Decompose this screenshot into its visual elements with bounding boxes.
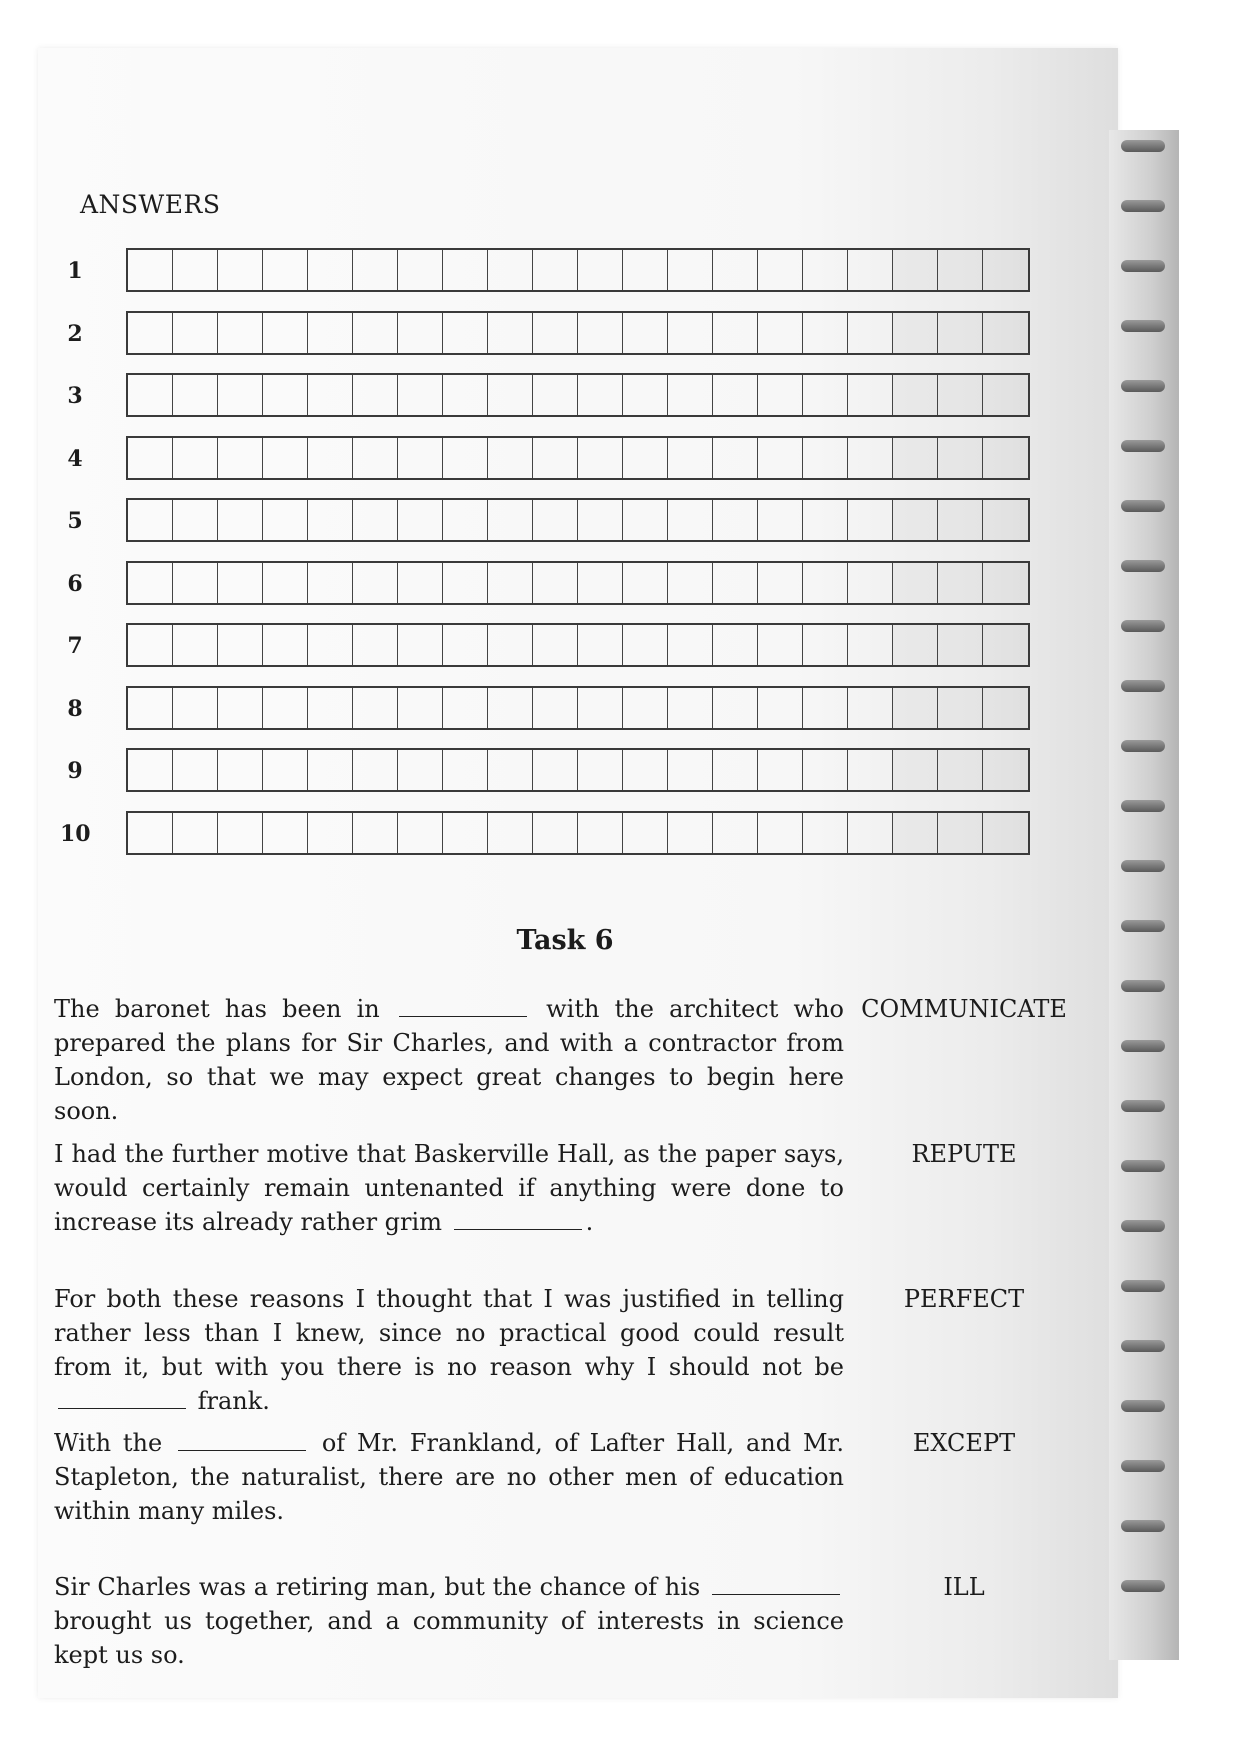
answer-cell[interactable]: [983, 438, 1028, 478]
answer-cell[interactable]: [758, 500, 803, 540]
answer-cell[interactable]: [128, 500, 173, 540]
answer-cell[interactable]: [173, 750, 218, 790]
answer-cell[interactable]: [533, 750, 578, 790]
answer-cell[interactable]: [263, 563, 308, 603]
answer-cell[interactable]: [803, 500, 848, 540]
answer-cell[interactable]: [308, 375, 353, 415]
answer-cell[interactable]: [308, 625, 353, 665]
answer-cell[interactable]: [533, 375, 578, 415]
answer-cells[interactable]: [126, 748, 1030, 792]
gap-blank[interactable]: [399, 992, 527, 1017]
answer-cell[interactable]: [668, 250, 713, 290]
task-item: [54, 1426, 1016, 1528]
answer-cell[interactable]: [578, 750, 623, 790]
answer-cell[interactable]: [443, 500, 488, 540]
answer-cell[interactable]: [893, 625, 938, 665]
answer-cell[interactable]: [218, 625, 263, 665]
task-item: [54, 992, 1067, 1128]
answer-cell[interactable]: [218, 563, 263, 603]
answer-cells[interactable]: [126, 811, 1030, 855]
answer-cell[interactable]: [398, 563, 443, 603]
answer-cell[interactable]: [893, 500, 938, 540]
task-item: [54, 1570, 985, 1672]
answer-cell[interactable]: [398, 688, 443, 728]
answer-cell[interactable]: [668, 438, 713, 478]
answer-cell[interactable]: [938, 750, 983, 790]
answer-cell[interactable]: [983, 250, 1028, 290]
answer-cell[interactable]: [713, 813, 758, 853]
sentence-before: For both these reasons I thought that I was justified in telling rather less than I knew, since no practical good could result from it, but with you there is no reason why I should not be: [54, 1285, 844, 1381]
answer-cell[interactable]: [623, 313, 668, 353]
answer-cell[interactable]: [488, 563, 533, 603]
answer-cell[interactable]: [308, 813, 353, 853]
answer-cell[interactable]: [263, 750, 308, 790]
answer-cell[interactable]: [398, 750, 443, 790]
answer-cell[interactable]: [353, 375, 398, 415]
answer-cell[interactable]: [533, 438, 578, 478]
answer-cell[interactable]: [803, 688, 848, 728]
answer-cell[interactable]: [173, 313, 218, 353]
answer-cell[interactable]: [488, 438, 533, 478]
sentence-before: I had the further motive that Baskerville Hall, as the paper says, would certainly remain untenanted if anything were done to increase its already rather grim: [54, 1140, 844, 1236]
answer-cell[interactable]: [758, 375, 803, 415]
answer-cell[interactable]: [398, 625, 443, 665]
answer-cell[interactable]: [488, 500, 533, 540]
row-number: 8: [67, 695, 83, 722]
answer-cell[interactable]: [938, 438, 983, 478]
answer-cell[interactable]: [893, 250, 938, 290]
answers-title: ANSWERS: [80, 190, 221, 219]
answer-cell[interactable]: [533, 563, 578, 603]
sentence-before: With the: [54, 1429, 163, 1457]
answer-cell[interactable]: [758, 688, 803, 728]
sentence-after: of Mr. Frankland, of Lafter Hall, and Mr. Stapleton, the naturalist, there are no other men of education within many miles.: [54, 1429, 844, 1525]
answer-cell[interactable]: [578, 625, 623, 665]
answer-cell[interactable]: [443, 625, 488, 665]
answer-cell[interactable]: [758, 313, 803, 353]
answer-cell[interactable]: [353, 688, 398, 728]
answer-cell[interactable]: [173, 375, 218, 415]
answer-cell[interactable]: [353, 750, 398, 790]
row-number: 3: [67, 383, 83, 409]
answer-cell[interactable]: [308, 563, 353, 603]
answer-cell[interactable]: [443, 750, 488, 790]
answer-cell[interactable]: [263, 375, 308, 415]
answer-cell[interactable]: [803, 563, 848, 603]
task-item-text: [54, 1137, 844, 1239]
gap-blank[interactable]: [178, 1426, 306, 1451]
answer-cell[interactable]: [983, 688, 1028, 728]
answer-cell[interactable]: [803, 250, 848, 290]
answer-cell[interactable]: [128, 625, 173, 665]
answer-cell[interactable]: [443, 813, 488, 853]
task-item-text: [54, 1426, 844, 1528]
answer-cell[interactable]: [353, 813, 398, 853]
answer-cell[interactable]: [353, 250, 398, 290]
answer-cell[interactable]: [848, 250, 893, 290]
answer-cell[interactable]: [218, 500, 263, 540]
answer-cells[interactable]: [126, 623, 1030, 667]
task-title: Task 6: [516, 925, 614, 956]
answer-cell[interactable]: [983, 625, 1028, 665]
answer-cells[interactable]: [126, 373, 1030, 417]
sentence-after: .: [585, 1208, 594, 1236]
answer-cell[interactable]: [443, 375, 488, 415]
answer-cell[interactable]: [263, 688, 308, 728]
answer-cell[interactable]: [713, 313, 758, 353]
answer-cell[interactable]: [803, 750, 848, 790]
answer-cell[interactable]: [713, 250, 758, 290]
answer-cell[interactable]: [173, 688, 218, 728]
answer-cell[interactable]: [578, 688, 623, 728]
answer-cell[interactable]: [533, 500, 578, 540]
answer-cell[interactable]: [533, 625, 578, 665]
base-word: REPUTE: [911, 1140, 1017, 1168]
answer-cell[interactable]: [848, 688, 893, 728]
answer-cell[interactable]: [848, 563, 893, 603]
answer-cell[interactable]: [668, 688, 713, 728]
answer-cell[interactable]: [713, 563, 758, 603]
answer-cell[interactable]: [578, 438, 623, 478]
answer-cell[interactable]: [488, 375, 533, 415]
base-word: COMMUNICATE: [861, 995, 1067, 1023]
answer-cell[interactable]: [398, 250, 443, 290]
answer-cell[interactable]: [218, 313, 263, 353]
task-item-text: [54, 1570, 844, 1672]
answer-cell[interactable]: [623, 500, 668, 540]
spiral-binding: [1109, 130, 1179, 1660]
answer-cell[interactable]: [848, 813, 893, 853]
base-word: EXCEPT: [912, 1429, 1016, 1457]
answer-cell[interactable]: [128, 313, 173, 353]
answer-cell[interactable]: [668, 813, 713, 853]
answer-cell[interactable]: [488, 313, 533, 353]
answer-cell[interactable]: [263, 813, 308, 853]
answer-cell[interactable]: [713, 438, 758, 478]
answer-cell[interactable]: [848, 438, 893, 478]
answer-cell[interactable]: [488, 625, 533, 665]
answer-cell[interactable]: [893, 563, 938, 603]
task-item-text: [54, 1282, 844, 1418]
answer-cell[interactable]: [668, 313, 713, 353]
answer-cell[interactable]: [713, 625, 758, 665]
answer-cell[interactable]: [623, 375, 668, 415]
answer-cell[interactable]: [173, 563, 218, 603]
sentence-before: The baronet has been in: [54, 995, 380, 1023]
answer-cell[interactable]: [173, 250, 218, 290]
answer-cell[interactable]: [713, 688, 758, 728]
answer-cell[interactable]: [623, 750, 668, 790]
answer-cell[interactable]: [758, 250, 803, 290]
answer-cell[interactable]: [713, 500, 758, 540]
answer-cell[interactable]: [893, 438, 938, 478]
answer-cell[interactable]: [668, 750, 713, 790]
answer-cell[interactable]: [488, 813, 533, 853]
answer-cell[interactable]: [488, 750, 533, 790]
answer-cell[interactable]: [443, 438, 488, 478]
answer-cell[interactable]: [983, 750, 1028, 790]
answer-cell[interactable]: [263, 313, 308, 353]
answer-cell[interactable]: [353, 500, 398, 540]
answer-cell[interactable]: [488, 688, 533, 728]
answer-cell[interactable]: [263, 250, 308, 290]
answer-cells[interactable]: [126, 498, 1030, 542]
answer-cell[interactable]: [398, 813, 443, 853]
answer-cells[interactable]: [126, 248, 1030, 292]
answer-cell[interactable]: [443, 250, 488, 290]
answer-cell[interactable]: [128, 375, 173, 415]
answer-cell[interactable]: [983, 375, 1028, 415]
answer-cell[interactable]: [848, 750, 893, 790]
answer-cell[interactable]: [668, 375, 713, 415]
task-item: [54, 1137, 1017, 1239]
answer-cell[interactable]: [938, 813, 983, 853]
base-word: ILL: [943, 1573, 985, 1601]
answer-cell[interactable]: [983, 500, 1028, 540]
sentence-before: Sir Charles was a retiring man, but the chance of his: [54, 1573, 701, 1601]
answer-cell[interactable]: [848, 313, 893, 353]
answer-cell[interactable]: [803, 625, 848, 665]
answer-cell[interactable]: [128, 563, 173, 603]
answer-cell[interactable]: [173, 438, 218, 478]
answer-cell[interactable]: [803, 313, 848, 353]
answer-cell[interactable]: [263, 500, 308, 540]
gap-blank[interactable]: [712, 1570, 840, 1595]
base-word: PERFECT: [903, 1285, 1025, 1313]
sentence-after: frank.: [197, 1387, 270, 1415]
task-item: [54, 1282, 1025, 1418]
answer-cells[interactable]: [126, 561, 1030, 605]
answer-cell[interactable]: [578, 500, 623, 540]
answer-cell[interactable]: [353, 625, 398, 665]
answer-cell[interactable]: [578, 250, 623, 290]
answer-cell[interactable]: [353, 438, 398, 478]
answer-cell[interactable]: [308, 438, 353, 478]
sentence-after: brought us together, and a community of interests in science kept us so.: [54, 1607, 844, 1669]
row-number: 9: [67, 758, 83, 784]
answer-cell[interactable]: [263, 438, 308, 478]
answer-cell[interactable]: [353, 313, 398, 353]
row-number: 2: [67, 320, 83, 347]
answer-cell[interactable]: [668, 563, 713, 603]
answer-cell[interactable]: [173, 813, 218, 853]
row-number: 10: [60, 820, 91, 847]
answer-cell[interactable]: [488, 250, 533, 290]
sentence-after: with the architect who prepared the plans for Sir Charles, and with a contractor from London, so that we may expect great changes to begin here soon.: [54, 995, 844, 1125]
answer-cell[interactable]: [128, 750, 173, 790]
answer-cell[interactable]: [308, 750, 353, 790]
answer-cell[interactable]: [128, 250, 173, 290]
answer-cell[interactable]: [533, 313, 578, 353]
answer-cell[interactable]: [893, 313, 938, 353]
answer-cell[interactable]: [578, 813, 623, 853]
answer-cell[interactable]: [623, 563, 668, 603]
answer-cell[interactable]: [218, 438, 263, 478]
answer-cell[interactable]: [443, 563, 488, 603]
answer-cell[interactable]: [848, 625, 893, 665]
answer-cell[interactable]: [803, 438, 848, 478]
answer-cell[interactable]: [308, 688, 353, 728]
answer-cell[interactable]: [533, 250, 578, 290]
row-number: 4: [67, 445, 83, 472]
answer-cell[interactable]: [983, 813, 1028, 853]
answer-cell[interactable]: [713, 750, 758, 790]
answer-cell[interactable]: [668, 625, 713, 665]
row-number: 7: [67, 633, 83, 659]
answer-cell[interactable]: [623, 438, 668, 478]
answer-cell[interactable]: [578, 563, 623, 603]
answer-cell[interactable]: [578, 375, 623, 415]
answer-cell[interactable]: [803, 813, 848, 853]
answer-cell[interactable]: [398, 500, 443, 540]
answer-cell[interactable]: [623, 625, 668, 665]
answer-cell[interactable]: [443, 313, 488, 353]
answer-cell[interactable]: [533, 688, 578, 728]
answer-cell[interactable]: [848, 500, 893, 540]
answer-cell[interactable]: [623, 813, 668, 853]
answer-cell[interactable]: [893, 813, 938, 853]
answer-cell[interactable]: [758, 438, 803, 478]
answer-cell[interactable]: [443, 688, 488, 728]
answer-cell[interactable]: [218, 813, 263, 853]
answer-cell[interactable]: [128, 813, 173, 853]
answer-cell[interactable]: [218, 750, 263, 790]
answer-cell[interactable]: [533, 813, 578, 853]
gap-blank[interactable]: [58, 1384, 186, 1409]
answer-cell[interactable]: [848, 375, 893, 415]
answer-cell[interactable]: [938, 313, 983, 353]
answer-cell[interactable]: [938, 500, 983, 540]
answer-cell[interactable]: [578, 313, 623, 353]
task-item-text: [54, 992, 844, 1128]
answer-cell[interactable]: [668, 500, 713, 540]
answer-cell[interactable]: [983, 313, 1028, 353]
row-number: 6: [67, 570, 83, 597]
answer-cell[interactable]: [983, 563, 1028, 603]
answer-cell[interactable]: [893, 688, 938, 728]
answer-cell[interactable]: [803, 375, 848, 415]
answer-cell[interactable]: [263, 625, 308, 665]
answer-cell[interactable]: [308, 500, 353, 540]
answer-cell[interactable]: [758, 750, 803, 790]
answer-cell[interactable]: [353, 563, 398, 603]
answer-cell[interactable]: [308, 250, 353, 290]
gap-blank[interactable]: [454, 1205, 582, 1230]
answer-cell[interactable]: [758, 813, 803, 853]
answer-cell[interactable]: [308, 313, 353, 353]
answer-cell[interactable]: [128, 688, 173, 728]
answer-cell[interactable]: [623, 250, 668, 290]
answer-cell[interactable]: [623, 688, 668, 728]
answer-cells[interactable]: [126, 311, 1030, 355]
answer-cell[interactable]: [758, 625, 803, 665]
answer-cell[interactable]: [173, 625, 218, 665]
answer-cell[interactable]: [218, 250, 263, 290]
answer-cell[interactable]: [893, 750, 938, 790]
answer-cell[interactable]: [398, 313, 443, 353]
answer-cell[interactable]: [938, 688, 983, 728]
answer-cell[interactable]: [398, 438, 443, 478]
answer-cell[interactable]: [938, 375, 983, 415]
answer-cell[interactable]: [758, 563, 803, 603]
row-number: 5: [67, 508, 83, 534]
answer-cell[interactable]: [938, 250, 983, 290]
answer-cell[interactable]: [128, 438, 173, 478]
answer-cell[interactable]: [398, 375, 443, 415]
answer-cell[interactable]: [218, 375, 263, 415]
answer-cell[interactable]: [893, 375, 938, 415]
answer-cell[interactable]: [938, 625, 983, 665]
answer-cell[interactable]: [218, 688, 263, 728]
answer-cells[interactable]: [126, 436, 1030, 480]
answer-cells[interactable]: [126, 686, 1030, 730]
answer-cell[interactable]: [173, 500, 218, 540]
answer-cell[interactable]: [938, 563, 983, 603]
row-number: 1: [67, 258, 83, 284]
answer-cell[interactable]: [713, 375, 758, 415]
